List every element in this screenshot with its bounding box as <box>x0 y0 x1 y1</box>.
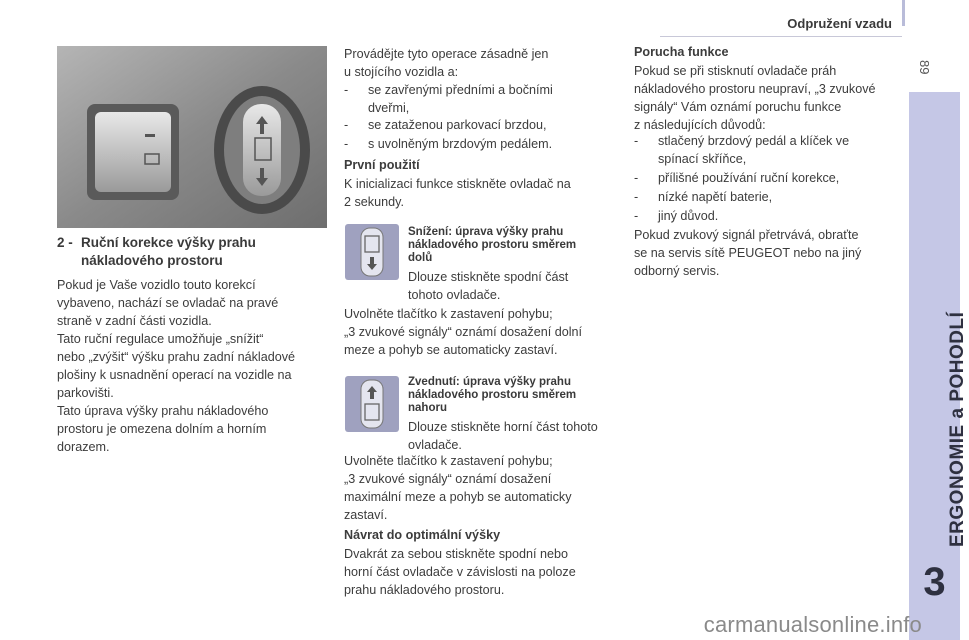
control-photo <box>57 46 327 228</box>
left-paragraph-1: Pokud je Vaše vozidlo touto korekcí vybaveno, nachází se ovladač na pravé straně v zadní části vozidla. <box>57 278 279 328</box>
page-header-title: Odpružení vzadu <box>787 16 892 31</box>
lower-button-icon <box>345 224 399 280</box>
lower-heading: Snížení: úprava výšky prahu nákladového prostoru směrem dolů <box>408 226 577 264</box>
section-heading-number: 2 - <box>57 235 73 250</box>
section-heading-line1: Ruční korekce výšky prahu <box>81 235 256 250</box>
lower-release-text: Uvolněte tlačítko k zastavení pohybu; „3 zvukové signály“ oznámí dosažení dolní meze a pohyb se automaticky zastaví. <box>344 307 583 357</box>
left-paragraph-3: Tato úprava výšky prahu nákladového prostoru je omezena dolním a horním dorazem. <box>57 404 269 454</box>
list-item: - s uvolněným brzdovým pedálem. <box>344 137 553 151</box>
lower-text: Dlouze stiskněte spodní část tohoto ovladače. <box>408 270 569 302</box>
fault-heading: Porucha funkce <box>634 45 729 59</box>
raise-button-icon <box>345 376 399 432</box>
list-item: - nízké napětí baterie, <box>634 190 773 204</box>
chapter-title: ERGONOMIE a POHODLÍ <box>947 311 968 547</box>
list-item: - jiný důvod. <box>634 209 719 223</box>
watermark: carmanualsonline.info <box>703 612 922 637</box>
section-heading-line2: nákladového prostoru <box>81 253 223 268</box>
header-rule <box>660 36 902 37</box>
return-text: Dvakrát za sebou stiskněte spodní nebo horní část ovladače v závislosti na poloze prahu nákladového prostoru. <box>344 547 576 597</box>
chapter-number: 3 <box>923 560 946 604</box>
return-heading: Návrat do optimální výšky <box>344 528 501 542</box>
header-accent-bar <box>902 0 905 26</box>
fault-text: Pokud se při stisknutí ovladače práh nákladového prostoru neupraví, „3 zvukové signály“ Vám oznámí poruchu funkce z následujících důvodů: <box>634 64 876 132</box>
chapter-sidebar <box>909 92 968 640</box>
list-item: - stlačený brzdový pedál a klíček ve spínací skříňce, <box>634 134 850 166</box>
page-number: 89 <box>917 60 932 75</box>
list-item: - přílišné používání ruční korekce, <box>634 171 840 185</box>
raise-release-text: Uvolněte tlačítko k zastavení pohybu; „3 zvukové signály“ oznámí dosažení maximální meze a pohyb se automaticky zastaví. <box>344 454 572 522</box>
first-use-heading: První použití <box>344 158 420 172</box>
service-text: Pokud zvukový signál přetrvává, obraťte se na servis sítě PEUGEOT nebo na jiný odborný servis. <box>634 228 862 278</box>
left-paragraph-2: Tato ruční regulace umožňuje „snížit“ nebo „zvýšit“ výšku prahu zadní nákladové plošiny k usnadnění operací na vozidle na parkovišti. <box>57 332 296 400</box>
control-panel-illustration <box>57 46 327 228</box>
middle-intro: Provádějte tyto operace zásadně jen u stojícího vozidla a: <box>344 47 549 79</box>
raise-text: Dlouze stiskněte horní část tohoto ovladače. <box>408 420 598 452</box>
first-use-text: K inicializaci funkce stiskněte ovladač na 2 sekundy. <box>344 177 571 209</box>
list-item: - se zataženou parkovací brzdou, <box>344 118 547 132</box>
list-item: - se zavřenými předními a bočními dveřmi, <box>344 83 553 115</box>
raise-heading: Zvednutí: úprava výšky prahu nákladového prostoru směrem nahoru <box>408 376 577 414</box>
